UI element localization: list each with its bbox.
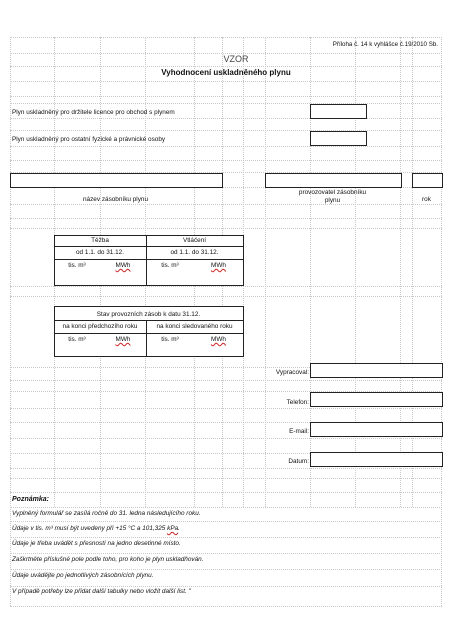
regulation-reference: Příloha č. 14 k vyhlášce č.19/2010 Sb. bbox=[332, 41, 438, 48]
grid-line bbox=[10, 492, 442, 493]
mining-unit-volume: tis. m³ bbox=[68, 262, 86, 269]
grid-line bbox=[10, 438, 442, 439]
grid-line bbox=[10, 586, 442, 587]
year-input[interactable] bbox=[412, 173, 443, 188]
mining-energy-cell[interactable] bbox=[101, 272, 145, 284]
other-persons-checkbox[interactable] bbox=[310, 131, 367, 146]
mining-header: Těžba bbox=[91, 237, 109, 244]
stock-prev-unit-energy: MWh bbox=[115, 336, 131, 343]
mining-unit-energy: MWh bbox=[115, 262, 131, 269]
note-line-2-text: Údaje v tis. m³ musí být uvedeny při +15 °C a 101,325 bbox=[12, 525, 168, 532]
mining-period: od 1.1. do 31.12. bbox=[76, 249, 124, 256]
note-line-2-end: . bbox=[178, 525, 180, 532]
watermark-label: VZOR bbox=[223, 54, 249, 64]
table-border bbox=[54, 259, 243, 260]
holder-license-checkbox[interactable] bbox=[310, 104, 367, 119]
injection-energy-cell[interactable] bbox=[195, 272, 242, 284]
injection-period: od 1.1. do 31.12. bbox=[170, 249, 219, 256]
grid-line bbox=[10, 286, 442, 287]
grid-line bbox=[10, 66, 442, 67]
stock-prev-unit-volume: tis. m³ bbox=[68, 336, 86, 343]
mining-volume-cell[interactable] bbox=[55, 272, 99, 284]
grid-line bbox=[10, 380, 442, 381]
grid-line bbox=[10, 81, 442, 82]
note-line-5: Údaje uvádějte po jednotlivých zásobnících plynu. bbox=[12, 572, 154, 579]
grid-line bbox=[10, 468, 442, 469]
date-label: Datum: bbox=[288, 458, 309, 465]
grid-line bbox=[10, 218, 442, 219]
injection-unit-energy: MWh bbox=[211, 262, 226, 269]
grid-line bbox=[10, 130, 442, 131]
other-persons-label: Plyn uskladněný pro ostatní fyzické a právnické osoby bbox=[12, 136, 166, 143]
injection-volume-cell[interactable] bbox=[147, 272, 193, 284]
grid-line bbox=[10, 118, 442, 119]
note-line-6: V případě potřeby lze přidat další tabulky nebo vložit další list. " bbox=[12, 588, 191, 595]
storage-operator-label-line2: plynu bbox=[324, 197, 341, 204]
storage-name-input[interactable] bbox=[10, 173, 223, 188]
note-line-1: Vyplněný formulář se zasílá ročně do 31. ledna následujícího roku. bbox=[12, 510, 201, 517]
table-border bbox=[54, 246, 243, 247]
date-input[interactable] bbox=[310, 452, 443, 467]
email-label: E-mail: bbox=[289, 428, 309, 435]
note-line-4: Zaškrtněte příslušné pole podle toho, pro koho je plyn uskladňován. bbox=[12, 556, 204, 563]
grid-line bbox=[10, 37, 442, 38]
stock-curr-unit-volume: tis. m³ bbox=[161, 336, 179, 343]
grid-line bbox=[10, 521, 442, 522]
table-border bbox=[54, 333, 243, 334]
phone-input[interactable] bbox=[310, 392, 443, 407]
grid-line bbox=[10, 103, 442, 104]
grid-line bbox=[10, 96, 442, 97]
grid-line bbox=[10, 569, 442, 570]
stock-curr-energy-cell[interactable] bbox=[195, 346, 242, 355]
grid-line bbox=[10, 507, 442, 508]
table-border bbox=[243, 235, 244, 286]
table-border bbox=[243, 306, 244, 357]
notes-title: Poznámka: bbox=[12, 496, 49, 503]
table-border bbox=[54, 356, 243, 357]
grid-line bbox=[10, 553, 442, 554]
stock-previous-year-header: na konci předchozího roku bbox=[62, 323, 138, 330]
phone-label: Telefon: bbox=[286, 399, 309, 406]
injection-unit-volume: tis. m³ bbox=[161, 262, 179, 269]
table-border bbox=[54, 285, 243, 286]
prepared-by-input[interactable] bbox=[310, 363, 443, 378]
grid-line bbox=[10, 408, 442, 409]
grid-line bbox=[10, 478, 442, 479]
note-line-2-unit: kPa bbox=[167, 525, 179, 532]
table-border bbox=[54, 306, 243, 307]
stock-prev-energy-cell[interactable] bbox=[101, 346, 145, 355]
table-border bbox=[54, 320, 243, 321]
storage-name-label: název zásobníku plynu bbox=[82, 196, 148, 203]
grid-line bbox=[10, 606, 442, 607]
stock-header: Stav provozních zásob k datu 31.12. bbox=[96, 311, 201, 318]
grid-line bbox=[265, 37, 266, 507]
prepared-by-label: Vypracoval: bbox=[275, 369, 309, 376]
stock-current-year-header: na konci sledovaného roku bbox=[156, 323, 233, 330]
grid-line bbox=[10, 160, 442, 161]
injection-header: Vtláčení bbox=[182, 237, 207, 244]
holder-license-label: Plyn uskladněný pro držitele licence pro obchod s plynem bbox=[12, 109, 175, 116]
stock-curr-unit-energy: MWh bbox=[211, 336, 226, 343]
grid-line bbox=[10, 296, 442, 297]
stock-curr-volume-cell[interactable] bbox=[147, 346, 193, 355]
email-input[interactable] bbox=[310, 422, 443, 437]
note-line-3: Údaje je třeba uvádět s přesností na jedno desetinné místo. bbox=[12, 540, 181, 547]
storage-operator-label-line1: provozovatel zásobníku bbox=[298, 189, 367, 196]
year-label: rok bbox=[422, 196, 431, 203]
table-border bbox=[54, 235, 243, 236]
note-line-2 bbox=[12, 526, 180, 532]
stock-prev-volume-cell[interactable] bbox=[55, 346, 99, 355]
grid-line bbox=[10, 537, 442, 538]
storage-operator-input[interactable] bbox=[265, 173, 402, 188]
page-title: Vyhodnocení uskladněného plynu bbox=[161, 68, 291, 77]
grid-line bbox=[10, 146, 442, 147]
grid-line bbox=[10, 228, 442, 229]
